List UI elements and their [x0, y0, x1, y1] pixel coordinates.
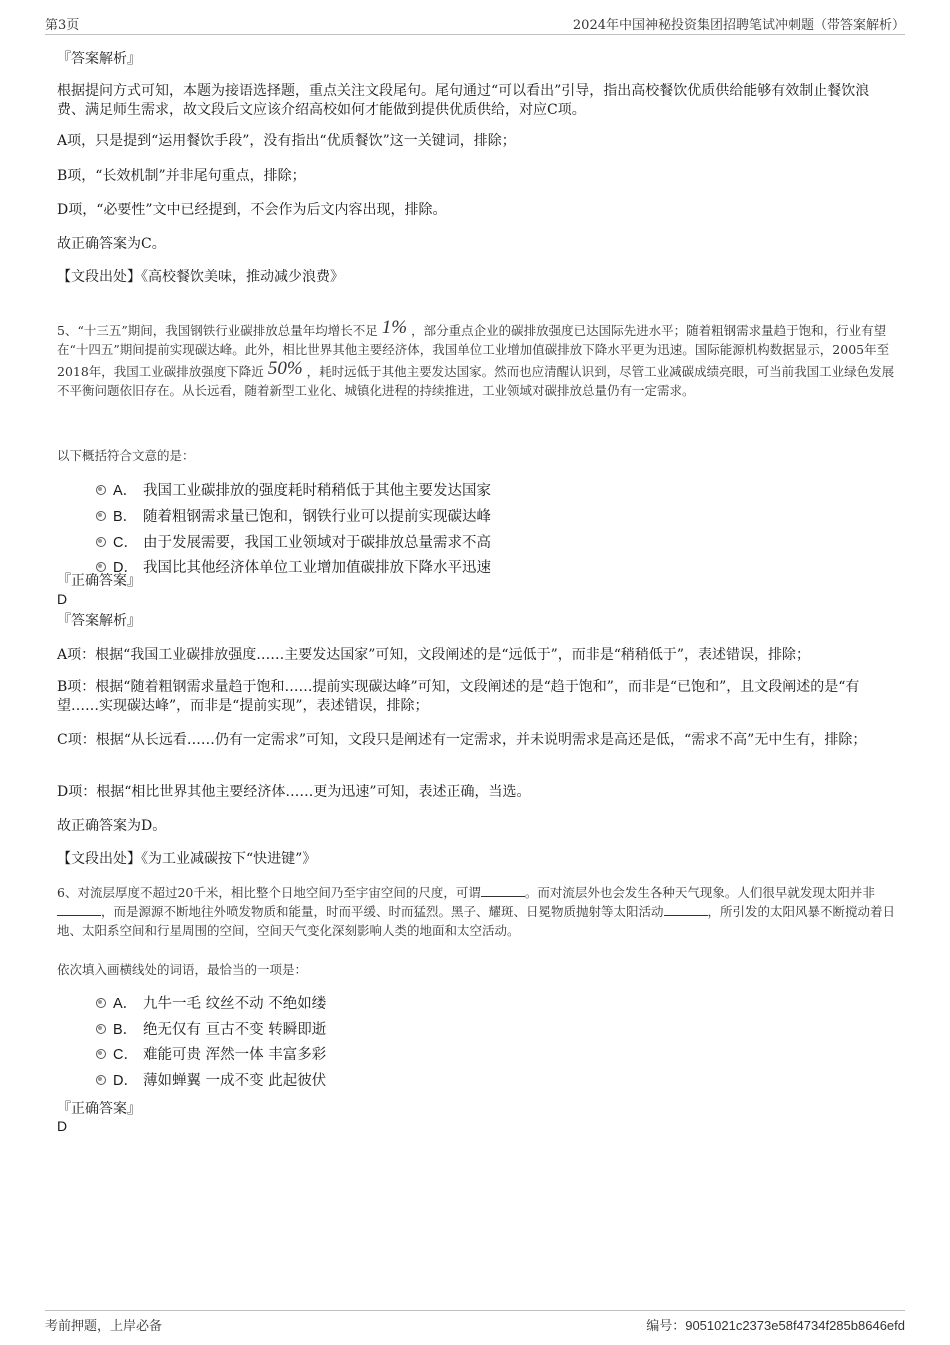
q5-answer-label: 『正确答案』 [57, 573, 141, 589]
q5-analysis-label: 『答案解析』 [57, 613, 141, 629]
fill-blank [481, 884, 525, 897]
q6-option-c[interactable] [96, 1045, 326, 1065]
option-letter: B． [113, 509, 138, 525]
fill-blank [57, 903, 101, 916]
q5-option-d-note: D项：根据“相比世界其他主要经济体……更为迅速”可知，表述正确，当选。 [57, 784, 531, 800]
option-text: 我国工业碳排放的强度耗时稍稍低于其他主要发达国家 [143, 483, 491, 499]
q6-option-a[interactable] [96, 994, 326, 1014]
q6-question: 依次填入画横线处的词语，最恰当的一项是： [57, 962, 308, 977]
q5-stem [57, 318, 897, 400]
q5-question: 以下概括符合文意的是： [57, 448, 195, 463]
option-letter: A． [113, 483, 138, 499]
q4-analysis-body: 根据提问方式可知，本题为接语选择题，重点关注文段尾句。尾句通过“可以看出”引导，指出高校餐饮优质供给能够有效制止餐饮浪费、满足师生需求，故文段后文应该介绍高校如何才能做到提供优质供给，对应C项。 [57, 83, 870, 118]
q6-answer-label: 『正确答案』 [57, 1101, 141, 1117]
option-letter: D． [113, 560, 138, 576]
option-text: 九牛一毛 纹丝不动 不绝如缕 [143, 996, 327, 1012]
q4-analysis-label: 『答案解析』 [57, 51, 141, 67]
option-text: 我国比其他经济体单位工业增加值碳排放下降水平迅速 [143, 560, 491, 576]
q6-stem-part4: ，所引发的太阳风暴不断搅动着日地、太阳系空间和行星周围的空间，空间天气变化深刻影响人类的地面和太空活动。 [57, 904, 896, 938]
q4-conclusion: 故正确答案为C。 [57, 236, 166, 252]
q6-answer: D [57, 1118, 68, 1134]
page-footer [45, 1310, 905, 1333]
option-text: 薄如蝉翼 一成不变 此起彼伏 [143, 1073, 327, 1089]
option-text: 绝无仅有 亘古不变 转瞬即逝 [143, 1022, 327, 1038]
radio-icon[interactable] [96, 1024, 106, 1034]
serial-label: 编号： [646, 1319, 686, 1334]
q6-option-d[interactable] [96, 1071, 326, 1091]
q6-stem-part3: ，而是源源不断地往外喷发物质和能量，时而平缓、时而猛烈。黑子、耀斑、日冕物质抛射等太阳活动 [101, 904, 664, 919]
radio-icon[interactable] [96, 998, 106, 1008]
option-letter: C． [113, 1047, 138, 1063]
q5-option-c-note: C项：根据“从长远看……仍有一定需求”可知，文段只是阐述有一定需求，并未说明需求是高还是低，“需求不高”无中生有，排除； [57, 732, 867, 748]
q5-stem-part2: ，部分重点企业的碳排放强度已达国际先进水平；随着粗钢需求量趋于饱和，行业有望在“十四五”期间提前实现碳达峰。此外，相比世界其他主要经济体，我国单位工业增加值碳排放下降水平更为迅速。国际能源机构数据显示，2005年至2018年，我国工业碳排放强度下降近 [57, 323, 890, 379]
document-title: 2024年中国神秘投资集团招聘笔试冲刺题（带答案解析） [572, 18, 905, 33]
q5-option-b[interactable] [96, 507, 491, 527]
q4-source: 【文段出处】《高校餐饮美味，推动减少浪费》 [57, 269, 344, 285]
radio-icon[interactable] [96, 562, 106, 572]
q5-option-b-note: B项：根据“随着粗钢需求量趋于饱和……提前实现碳达峰”可知，文段阐述的是“趋于饱和”，而非是“已饱和”，且文段阐述的是“有望……实现碳达峰”，而非是“提前实现”，表述错误，排除； [57, 679, 860, 714]
q4-option-a-note: A项，只是提到“运用餐饮手段”，没有指出“优质餐饮”这一关键词，排除； [57, 133, 516, 149]
option-letter: A． [113, 996, 138, 1012]
q5-percent-2: 50% [267, 358, 303, 379]
option-letter: B． [113, 1022, 138, 1038]
q5-stem-part3: ，耗时远低于其他主要发达国家。然而也应清醒认识到，尽管工业减碳成绩亮眼，可当前我国工业绿色发展不平衡问题依旧存在。从长远看，随着新型工业化、城镇化进程的持续推进，工业领域对碳排放总量仍有一定需求。 [57, 364, 895, 398]
q6-option-b[interactable] [96, 1020, 326, 1040]
q6-stem-part1: 6、对流层厚度不超过20千米，相比整个日地空间乃至宇宙空间的尺度，可谓 [57, 885, 481, 900]
radio-icon[interactable] [96, 1075, 106, 1085]
radio-icon[interactable] [96, 1049, 106, 1059]
radio-icon[interactable] [96, 511, 106, 521]
q4-option-b-note: B项，“长效机制”并非尾句重点，排除； [57, 168, 306, 184]
option-text: 难能可贵 浑然一体 丰富多彩 [143, 1047, 327, 1063]
page-header [45, 12, 905, 35]
footer-slogan: 考前押题，上岸必备 [45, 1319, 163, 1334]
q5-conclusion: 故正确答案为D。 [57, 818, 167, 834]
q5-option-a[interactable] [96, 481, 491, 501]
q5-source: 【文段出处】《为工业减碳按下“快进键”》 [57, 851, 317, 867]
q6-stem [57, 883, 897, 940]
q4-option-d-note: D项，“必要性”文中已经提到，不会作为后文内容出现，排除。 [57, 202, 447, 218]
radio-icon[interactable] [96, 537, 106, 547]
radio-icon[interactable] [96, 485, 106, 495]
q5-stem-part1: 5、“十三五”期间，我国钢铁行业碳排放总量年均增长不足 [57, 323, 378, 338]
serial-code: 9051021c2373e58f4734f285b8646efd [685, 1318, 905, 1333]
option-text: 由于发展需要，我国工业领域对于碳排放总量需求不高 [143, 535, 491, 551]
option-letter: D． [113, 1073, 138, 1089]
option-text: 随着粗钢需求量已饱和，钢铁行业可以提前实现碳达峰 [143, 509, 491, 525]
q5-answer: D [57, 591, 68, 607]
q6-stem-part2: 。而对流层外也会发生各种天气现象。人们很早就发现太阳并非 [524, 885, 875, 900]
q5-option-c[interactable] [96, 533, 491, 553]
q5-percent-1: 1% [381, 317, 408, 338]
q5-option-a-note: A项：根据“我国工业碳排放强度……主要发达国家”可知，文段阐述的是“远低于”，而非是“稍稍低于”，表述错误，排除； [57, 647, 811, 663]
fill-blank [664, 903, 708, 916]
option-letter: C． [113, 535, 138, 551]
footer-serial [646, 1315, 905, 1334]
page-number: 第3页 [45, 18, 80, 33]
